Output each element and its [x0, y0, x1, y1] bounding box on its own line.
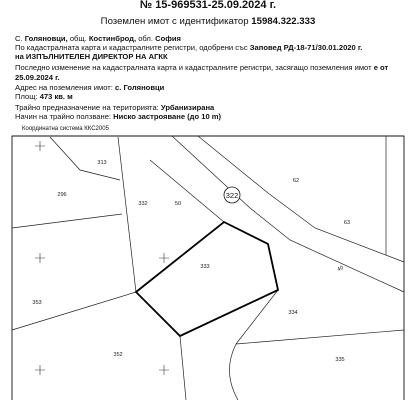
- location-village: Голяновци,: [24, 34, 68, 43]
- parcel-label-40: 40: [336, 265, 345, 274]
- road-curve: [229, 344, 238, 400]
- purpose-line: [15, 103, 214, 112]
- parcel-label-333: 333: [200, 264, 210, 270]
- usage-label: Начин на трайно ползване:: [15, 112, 112, 121]
- property-identifier: 15984.322.333: [251, 16, 316, 27]
- parcel-333-outline: [136, 222, 278, 336]
- cadastral-map: [0, 133, 416, 400]
- grid-cross: [35, 253, 45, 263]
- approval-text: По кадастралната карта и кадастралните регистри, одобрени със: [15, 43, 248, 52]
- parcel-label-334: 334: [288, 310, 298, 316]
- parcel-boundary: [180, 336, 186, 400]
- parcel-label-313: 313: [97, 160, 107, 166]
- property-title-label: Поземлен имот с идентификатор: [100, 16, 249, 27]
- parcel-boundary: [12, 292, 136, 330]
- parcel-label-63: 63: [343, 220, 351, 226]
- parcel-label-296: 296: [57, 192, 67, 198]
- parcel-label-62: 62: [292, 178, 300, 184]
- location-line: [15, 34, 181, 43]
- parcel-label-50: 50: [174, 201, 182, 207]
- location-municipality-label: общ.: [69, 34, 87, 43]
- approval-order: Заповед РД-18-71/30.01.2020 г.: [249, 43, 363, 52]
- address-value: с. Голяновци: [115, 83, 165, 92]
- parcel-boundary: [150, 160, 224, 222]
- approval-line: [15, 43, 362, 52]
- road-label-322: 322: [225, 191, 239, 200]
- address-line: [15, 83, 164, 92]
- location-prefix: С.: [15, 34, 23, 43]
- grid-cross: [35, 365, 45, 375]
- property-title: [0, 16, 416, 27]
- parcel-label-332: 332: [138, 201, 148, 207]
- coordinate-system-label: Координатна система ККС2005: [22, 126, 109, 132]
- area-label: Площ:: [15, 92, 38, 101]
- grid-crosses: [35, 141, 169, 375]
- purpose-label: Трайно предназначение на територията:: [15, 103, 159, 112]
- parcel-boundary: [12, 214, 122, 228]
- usage-value: Ниско застрояване (до 10 m): [113, 112, 222, 121]
- document-number: № 15-969531-25.09.2024 г.: [139, 0, 277, 11]
- last-change-text: Последно изменение на кадастралната карта и кадастралните регистри, засягащо поземления имот: [15, 63, 372, 72]
- location-municipality: Костинброд,: [88, 34, 137, 43]
- grid-cross: [35, 141, 45, 151]
- purpose-value: Урбанизирана: [160, 103, 215, 112]
- parcel-label-353: 353: [32, 300, 42, 306]
- parcel-boundary: [50, 137, 120, 180]
- approval-authority: на ИЗПЪЛНИТЕЛЕН ДИРЕКТОР НА АГКК: [15, 52, 168, 61]
- parcel-label-352: 352: [113, 352, 123, 358]
- parcel-boundary: [236, 330, 404, 344]
- location-region: София: [155, 34, 181, 43]
- grid-cross: [159, 253, 169, 263]
- area-value: 473 кв. м: [39, 92, 73, 101]
- usage-line: [15, 112, 221, 121]
- last-change-from: е от: [373, 63, 389, 72]
- location-region-label: обл.: [138, 34, 153, 43]
- last-change-date: 25.09.2024 г.: [15, 73, 60, 82]
- grid-cross: [159, 365, 169, 375]
- area-line: [15, 92, 73, 101]
- parcel-boundary: [236, 290, 278, 344]
- parcel-label-335: 335: [335, 357, 345, 363]
- address-label: Адрес на поземления имот:: [15, 83, 113, 92]
- last-change-line: [15, 63, 388, 72]
